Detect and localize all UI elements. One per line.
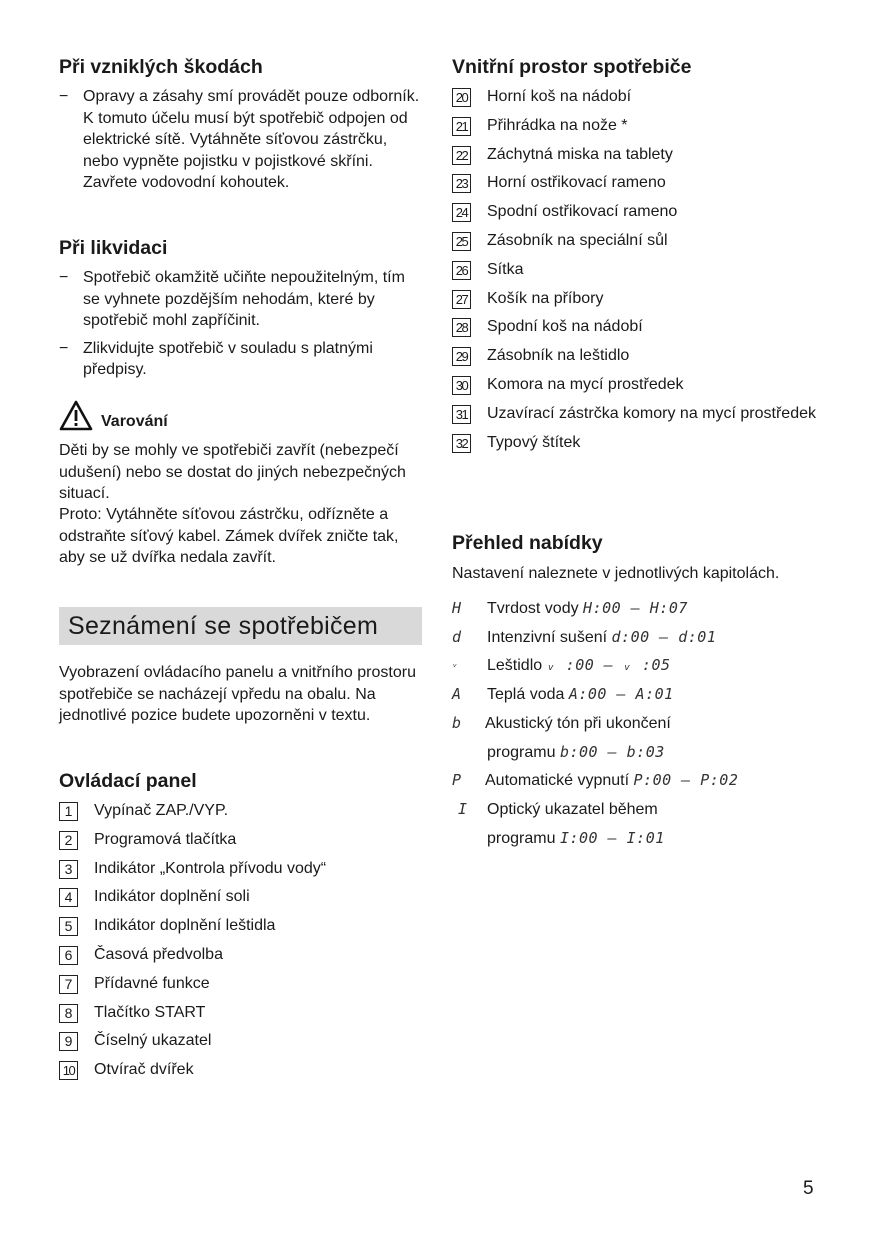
- menu-code: d: [452, 627, 462, 646]
- item-label: Spodní koš na nádobí: [487, 318, 643, 336]
- list-item: [59, 1059, 425, 1081]
- list-item: [59, 858, 425, 880]
- list-item: [452, 201, 832, 223]
- item-label: Indikátor „Kontrola přívodu vody“: [94, 859, 327, 877]
- list-item: [452, 115, 832, 137]
- list-item-text: Spotřebič okamžitě učiňte nepoužitelným, tím se vyhnete pozdějším nehodám, které by spotřebič mohl zapříčinit.: [83, 269, 405, 329]
- menu-label: Intenzivní sušení: [487, 628, 608, 646]
- menu-text: [487, 798, 658, 821]
- menu-text: [487, 626, 716, 649]
- menu-label: Teplá voda: [487, 686, 565, 704]
- warning-label: Varování: [101, 413, 168, 430]
- menu-range: b:00 – b:03: [559, 742, 665, 761]
- item-label: Indikátor doplnění leštidla: [94, 917, 276, 935]
- menu-label: Automatické vypnutí: [485, 772, 630, 790]
- item-label: Záchytná miska na tablety: [487, 145, 673, 163]
- menu-heading: Přehled nabídky: [452, 532, 603, 554]
- item-label: Horní ostřikovací rameno: [487, 174, 666, 192]
- intro-paragraph: Vyobrazení ovládacího panelu a vnitřního prostoru spotřebiče se nacházejí vpředu na obalu. Na jednotlivé pozice budete upozorněni v textu.: [59, 664, 416, 724]
- list-item: [59, 800, 425, 822]
- item-number: 31: [452, 405, 471, 424]
- list-item: [59, 886, 425, 908]
- menu-text: [487, 683, 674, 706]
- section-title: Seznámení se spotřebičem: [59, 607, 422, 645]
- item-label: Tlačítko START: [94, 1003, 206, 1021]
- item-number: 27: [452, 290, 471, 309]
- menu-code: ᵥ: [452, 659, 459, 671]
- list-item: [452, 144, 832, 166]
- menu-range: P:00 – P:02: [633, 771, 739, 790]
- page-number: 5: [803, 1178, 814, 1199]
- item-label: Přídavné funkce: [94, 974, 210, 992]
- list-item: − Zlikvidujte spotřebič v souladu s platnými předpisy.: [59, 339, 373, 378]
- list-item: [452, 288, 832, 310]
- menu-code: I: [458, 799, 468, 818]
- item-number: 26: [452, 261, 471, 280]
- item-number: 3: [59, 860, 78, 879]
- menu-range: ᵥ :00 – ᵥ :05: [546, 656, 671, 675]
- item-label: Spodní ostřikovací rameno: [487, 203, 678, 221]
- item-label: Časová předvolba: [94, 945, 223, 963]
- panel-list: [59, 800, 425, 1081]
- item-number: 32: [452, 434, 471, 453]
- menu-text: [487, 597, 688, 620]
- list-item: [452, 86, 832, 108]
- list-item: − Opravy a zásahy smí provádět pouze odborník. K tomuto účelu musí být spotřebič odpojen od elektrické sítě. Vytáhněte síťovou zástrčku, nebo vypněte pojistku v pojistkové skříni. Zavřete vodovodní kohoutek.: [59, 88, 420, 191]
- list-item: [59, 1002, 425, 1024]
- item-label: Košík na příbory: [487, 289, 604, 307]
- interior-heading: Vnitřní prostor spotřebiče: [452, 56, 692, 78]
- menu-label: programu: [487, 829, 556, 847]
- item-number: 7: [59, 975, 78, 994]
- item-label: Komora na mycí prostředek: [487, 375, 684, 393]
- menu-range: H:00 – H:07: [583, 599, 688, 617]
- disposal-heading: Při likvidaci: [59, 237, 168, 259]
- interior-list: [452, 86, 832, 453]
- menu-overview: [452, 597, 832, 847]
- menu-text: [485, 712, 671, 735]
- warning-header: [59, 400, 425, 432]
- list-item: [452, 259, 832, 281]
- item-number: 5: [59, 917, 78, 936]
- menu-code: H: [452, 599, 462, 617]
- menu-range: d:00 – d:01: [611, 627, 717, 646]
- item-number: 23: [452, 174, 471, 193]
- menu-subtitle: Nastavení naleznete v jednotlivých kapitolách.: [452, 565, 780, 582]
- menu-text: [485, 769, 738, 792]
- menu-label: Tvrdost vody: [487, 600, 579, 617]
- item-number: 25: [452, 232, 471, 251]
- menu-text: [487, 827, 665, 850]
- menu-text: [487, 741, 665, 764]
- menu-range: A:00 – A:01: [568, 685, 674, 704]
- list-item: − Spotřebič okamžitě učiňte nepoužitelným, tím se vyhnete pozdějším nehodám, které by spotřebič mohl zapříčinit.: [59, 269, 405, 329]
- damage-list: [59, 86, 425, 200]
- list-item: [452, 374, 832, 396]
- item-number: 22: [452, 146, 471, 165]
- menu-code: b: [452, 713, 462, 732]
- item-label: Zásobník na leštidlo: [487, 347, 630, 365]
- item-label: Sítka: [487, 260, 524, 278]
- menu-range: I:00 – I:01: [559, 828, 665, 847]
- item-number: 30: [452, 376, 471, 395]
- menu-label: programu: [487, 743, 556, 761]
- menu-code: P: [452, 771, 462, 790]
- item-label: Přihrádka na nože *: [487, 116, 628, 134]
- item-number: 6: [59, 946, 78, 965]
- item-number: 21: [452, 117, 471, 136]
- list-item: [452, 403, 832, 425]
- list-item: [452, 172, 832, 194]
- item-number: 8: [59, 1004, 78, 1023]
- item-label: Otvírač dvířek: [94, 1061, 194, 1079]
- item-label: Vypínač ZAP./VYP.: [94, 802, 229, 819]
- panel-heading: Ovládací panel: [59, 770, 197, 792]
- list-item: [452, 432, 832, 454]
- item-label: Zásobník na speciální sůl: [487, 231, 668, 249]
- list-item-text: Zlikvidujte spotřebič v souladu s platnými předpisy.: [83, 339, 373, 378]
- list-item: [452, 230, 832, 252]
- item-number: 29: [452, 347, 471, 366]
- item-label: Horní koš na nádobí: [487, 88, 632, 105]
- item-number: 20: [452, 88, 471, 107]
- item-number: 10: [59, 1061, 78, 1080]
- menu-label: Akustický tón při ukončení: [485, 714, 671, 732]
- list-item: [59, 915, 425, 937]
- item-label: Uzavírací zástrčka komory na mycí prostředek: [487, 404, 816, 422]
- item-number: 24: [452, 203, 471, 222]
- damage-heading: Při vzniklých škodách: [59, 56, 263, 78]
- list-item: [59, 1030, 425, 1052]
- menu-label: Optický ukazatel během: [487, 800, 658, 818]
- list-item-text: Opravy a zásahy smí provádět pouze odborník. K tomuto účelu musí být spotřebič odpojen od elektrické sítě. Vytáhněte síťovou zástrčku, nebo vypněte pojistku v pojistkové skříni. Zavřete vodovodní kohoutek.: [83, 88, 420, 191]
- warning-triangle-icon: [59, 400, 93, 431]
- item-label: Číselný ukazatel: [94, 1032, 212, 1050]
- item-number: 2: [59, 831, 78, 850]
- list-item: [59, 973, 425, 995]
- list-item: [452, 345, 832, 367]
- item-number: 9: [59, 1032, 78, 1051]
- menu-text: [487, 654, 671, 677]
- item-number: 1: [59, 802, 78, 821]
- item-label: Typový štítek: [487, 433, 581, 451]
- warning-paragraph-1: Děti by se mohly ve spotřebiči zavřít (nebezpečí udušení) nebo se dostat do jiných nebezpečných situací.: [59, 442, 406, 502]
- menu-label: Leštidlo: [487, 657, 543, 675]
- menu-code: A: [452, 685, 462, 704]
- list-item: [59, 829, 425, 851]
- disposal-list: [59, 267, 425, 387]
- list-item: [452, 316, 832, 338]
- item-number: 4: [59, 888, 78, 907]
- list-item: [59, 944, 425, 966]
- item-number: 28: [452, 318, 471, 337]
- item-label: Indikátor doplnění soli: [94, 888, 250, 906]
- item-label: Programová tlačítka: [94, 830, 237, 848]
- warning-paragraph-2: Proto: Vytáhněte síťovou zástrčku, odřízněte a odstraňte síťový kabel. Zámek dvířek zničte tak, aby se už dvířka nedala zavřít.: [59, 506, 399, 566]
